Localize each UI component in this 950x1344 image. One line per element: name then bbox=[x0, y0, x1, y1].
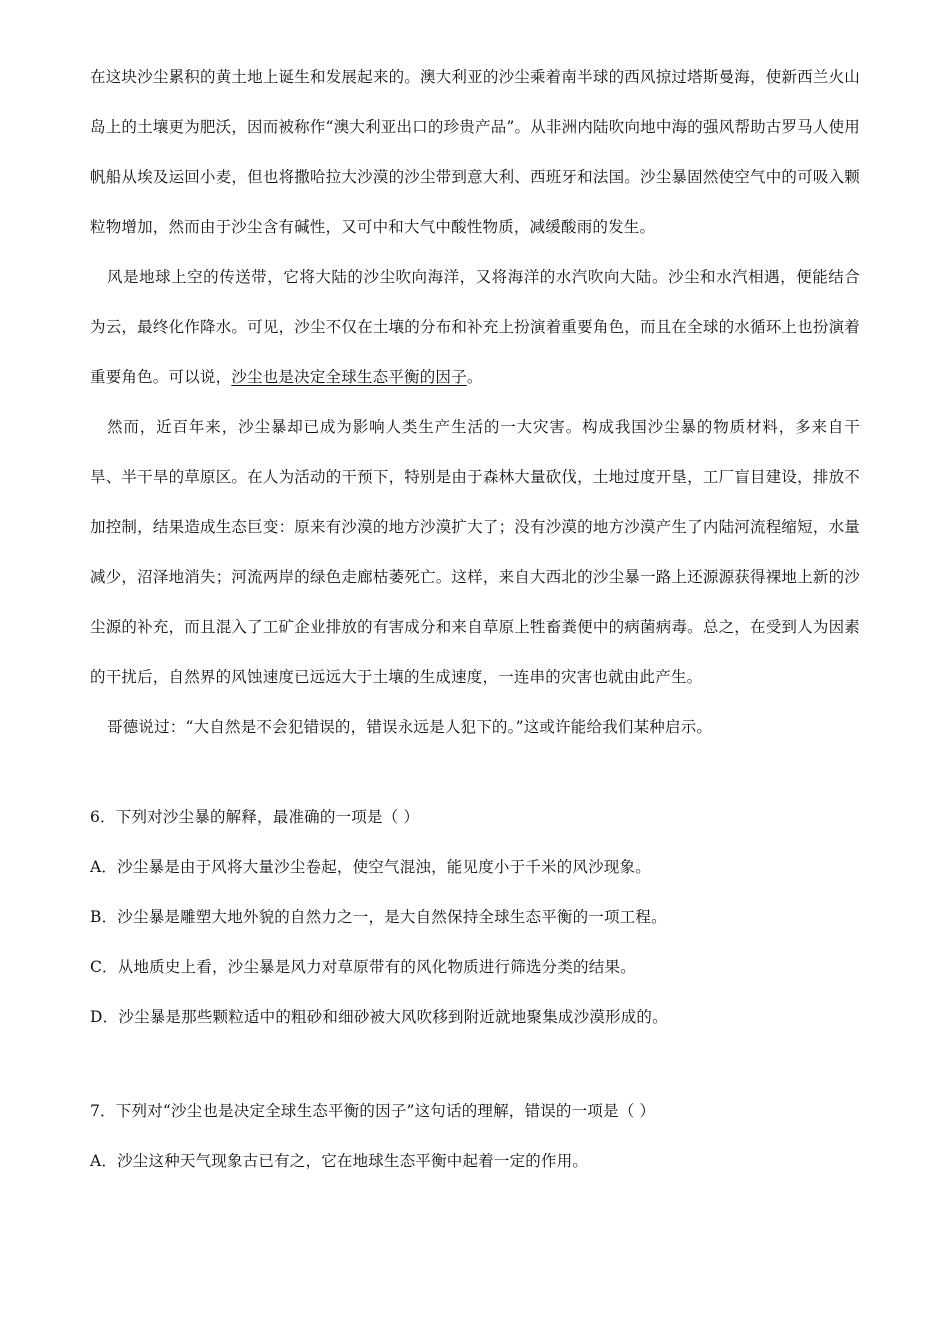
question-6-option-b: B．沙尘暴是雕塑大地外貌的自然力之一，是大自然保持全球生态平衡的一项工程。 bbox=[90, 908, 667, 926]
question-6-stem: 6．下列对沙尘暴的解释，最准确的一项是（ ） bbox=[90, 808, 420, 826]
question-7-stem: 7．下列对“沙尘也是决定全球生态平衡的因子”这句话的理解，错误的一项是（ ） bbox=[90, 1102, 656, 1120]
question-6-option-a: A．沙尘暴是由于风将大量沙尘卷起，使空气混浊，能见度小于千米的风沙现象。 bbox=[90, 858, 651, 876]
question-6 bbox=[90, 792, 860, 1042]
passage-paragraph-2-end: 。 bbox=[466, 368, 483, 386]
passage-paragraph-4: 哥德说过：“大自然是不会犯错误的，错误永远是人犯下的。”这或许能给我们某种启示。 bbox=[107, 718, 713, 736]
question-6-option-c: C．从地质史上看，沙尘暴是风力对草原带有的风化物质进行筛选分类的结果。 bbox=[90, 958, 636, 976]
question-7 bbox=[90, 1086, 860, 1186]
underlined-key-sentence: 沙尘也是决定全球生态平衡的因子 bbox=[231, 368, 467, 386]
passage-paragraph-3: 然而，近百年来，沙尘暴却已成为影响人类生产生活的一大灾害。构成我国沙尘暴的物质材料，多来自干旱、半干旱的草原区。在人为活动的干预下，特别是由于森林大量砍伐，土地过度开垦，工厂盲目建设，排放不加控制，结果造成生态巨变：原来有沙漠的地方沙漠扩大了；没有沙漠的地方沙漠产生了内陆河流程缩短，水量减少，沼泽地消失；河流两岸的绿色走廊枯萎死亡。这样，来自大西北的沙尘暴一路上还源源获得裸地上新的沙尘源的补充，而且混入了工矿企业排放的有害成分和来自草原上牲畜粪便中的病菌病毒。总之，在受到人为因素的干扰后，自然界的风蚀速度已远远大于土壤的生成速度，一连串的灾害也就由此产生。 bbox=[90, 418, 860, 686]
passage-paragraph-2-text: 风是地球上空的传送带，它将大陆的沙尘吹向海洋，又将海洋的水汽吹向大陆。沙尘和水汽相遇，便能结合为云，最终化作降水。可见，沙尘不仅在土壤的分布和补充上扮演着重要角色，而且在全球的水循环上也扮演着重要角色。可以说， bbox=[90, 268, 860, 386]
document-page bbox=[90, 52, 860, 1186]
passage-paragraph-1: 在这块沙尘累积的黄土地上诞生和发展起来的。澳大利亚的沙尘乘着南半球的西风掠过塔斯曼海，使新西兰火山岛上的土壤更为肥沃，因而被称作“澳大利亚出口的珍贵产品”。从非洲内陆吹向地中海的强风帮助古罗马人使用帆船从埃及运回小麦，但也将撒哈拉大沙漠的沙尘带到意大利、西班牙和法国。沙尘暴固然使空气中的可吸入颗粒物增加，然而由于沙尘含有碱性，又可中和大气中酸性物质，减缓酸雨的发生。 bbox=[90, 68, 860, 236]
question-7-option-a: A．沙尘这种天气现象古已有之，它在地球生态平衡中起着一定的作用。 bbox=[90, 1152, 589, 1170]
passage-paragraph-2 bbox=[90, 252, 860, 402]
question-6-option-d: D．沙尘暴是那些颗粒适中的粗砂和细砂被大风吹移到附近就地聚集成沙漠形成的。 bbox=[90, 1008, 668, 1026]
